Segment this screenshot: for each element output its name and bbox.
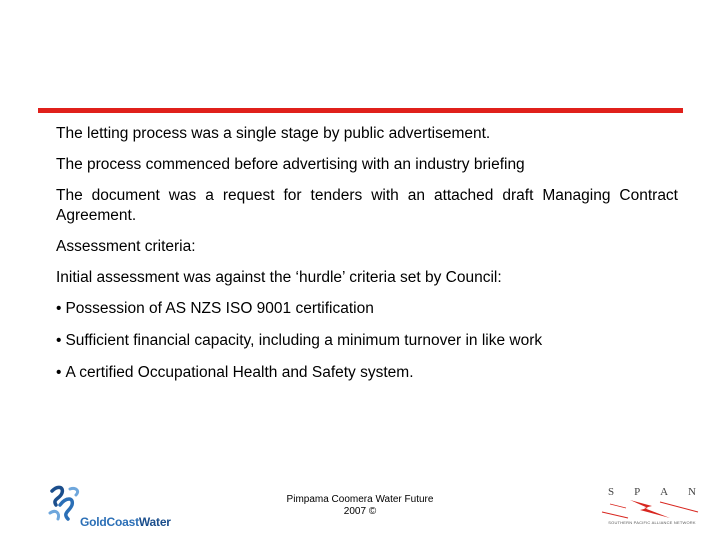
span-wordmark: S P A N (608, 486, 696, 498)
span-lightning-icon (600, 498, 700, 522)
bullet-item-iso (56, 299, 678, 319)
title-rule (38, 108, 683, 113)
span-tagline: SOUTHERN PACIFIC ALLIANCE NETWORK (608, 520, 696, 525)
paragraph-assessment-criteria: Assessment criteria: (56, 238, 196, 255)
span-logo (600, 484, 700, 530)
bullet-dot-icon: • (56, 300, 62, 317)
bullet-dot-icon: • (56, 332, 62, 349)
gold-coast-water-logo (46, 483, 176, 529)
slide-body (56, 124, 678, 395)
bullet-dot-icon: • (56, 364, 62, 381)
gold-coast-water-wordmark: GoldCoastWater (80, 515, 171, 529)
footer-project-name: Pimpama Coomera Water Future (286, 494, 434, 505)
bullet-text: A certified Occupational Health and Safety system. (65, 364, 414, 381)
bullet-text: Possession of AS NZS ISO 9001 certification (65, 300, 374, 317)
paragraph-letting-process: The letting process was a single stage by public advertisement. (56, 125, 491, 142)
footer-caption (250, 494, 470, 518)
paragraph-initial-assessment: Initial assessment was against the ‘hurdle’ criteria set by Council: (56, 269, 502, 286)
footer-copyright: 2007 © (343, 506, 377, 517)
paragraph-document: The document was a request for tenders with an attached draft Managing Contract Agreement. (56, 187, 678, 224)
bullet-item-ohs (56, 363, 678, 383)
bullet-item-financial (56, 331, 678, 351)
bullet-text: Sufficient financial capacity, including a minimum turnover in like work (65, 332, 543, 349)
paragraph-industry-briefing: The process commenced before advertising with an industry briefing (56, 156, 525, 173)
